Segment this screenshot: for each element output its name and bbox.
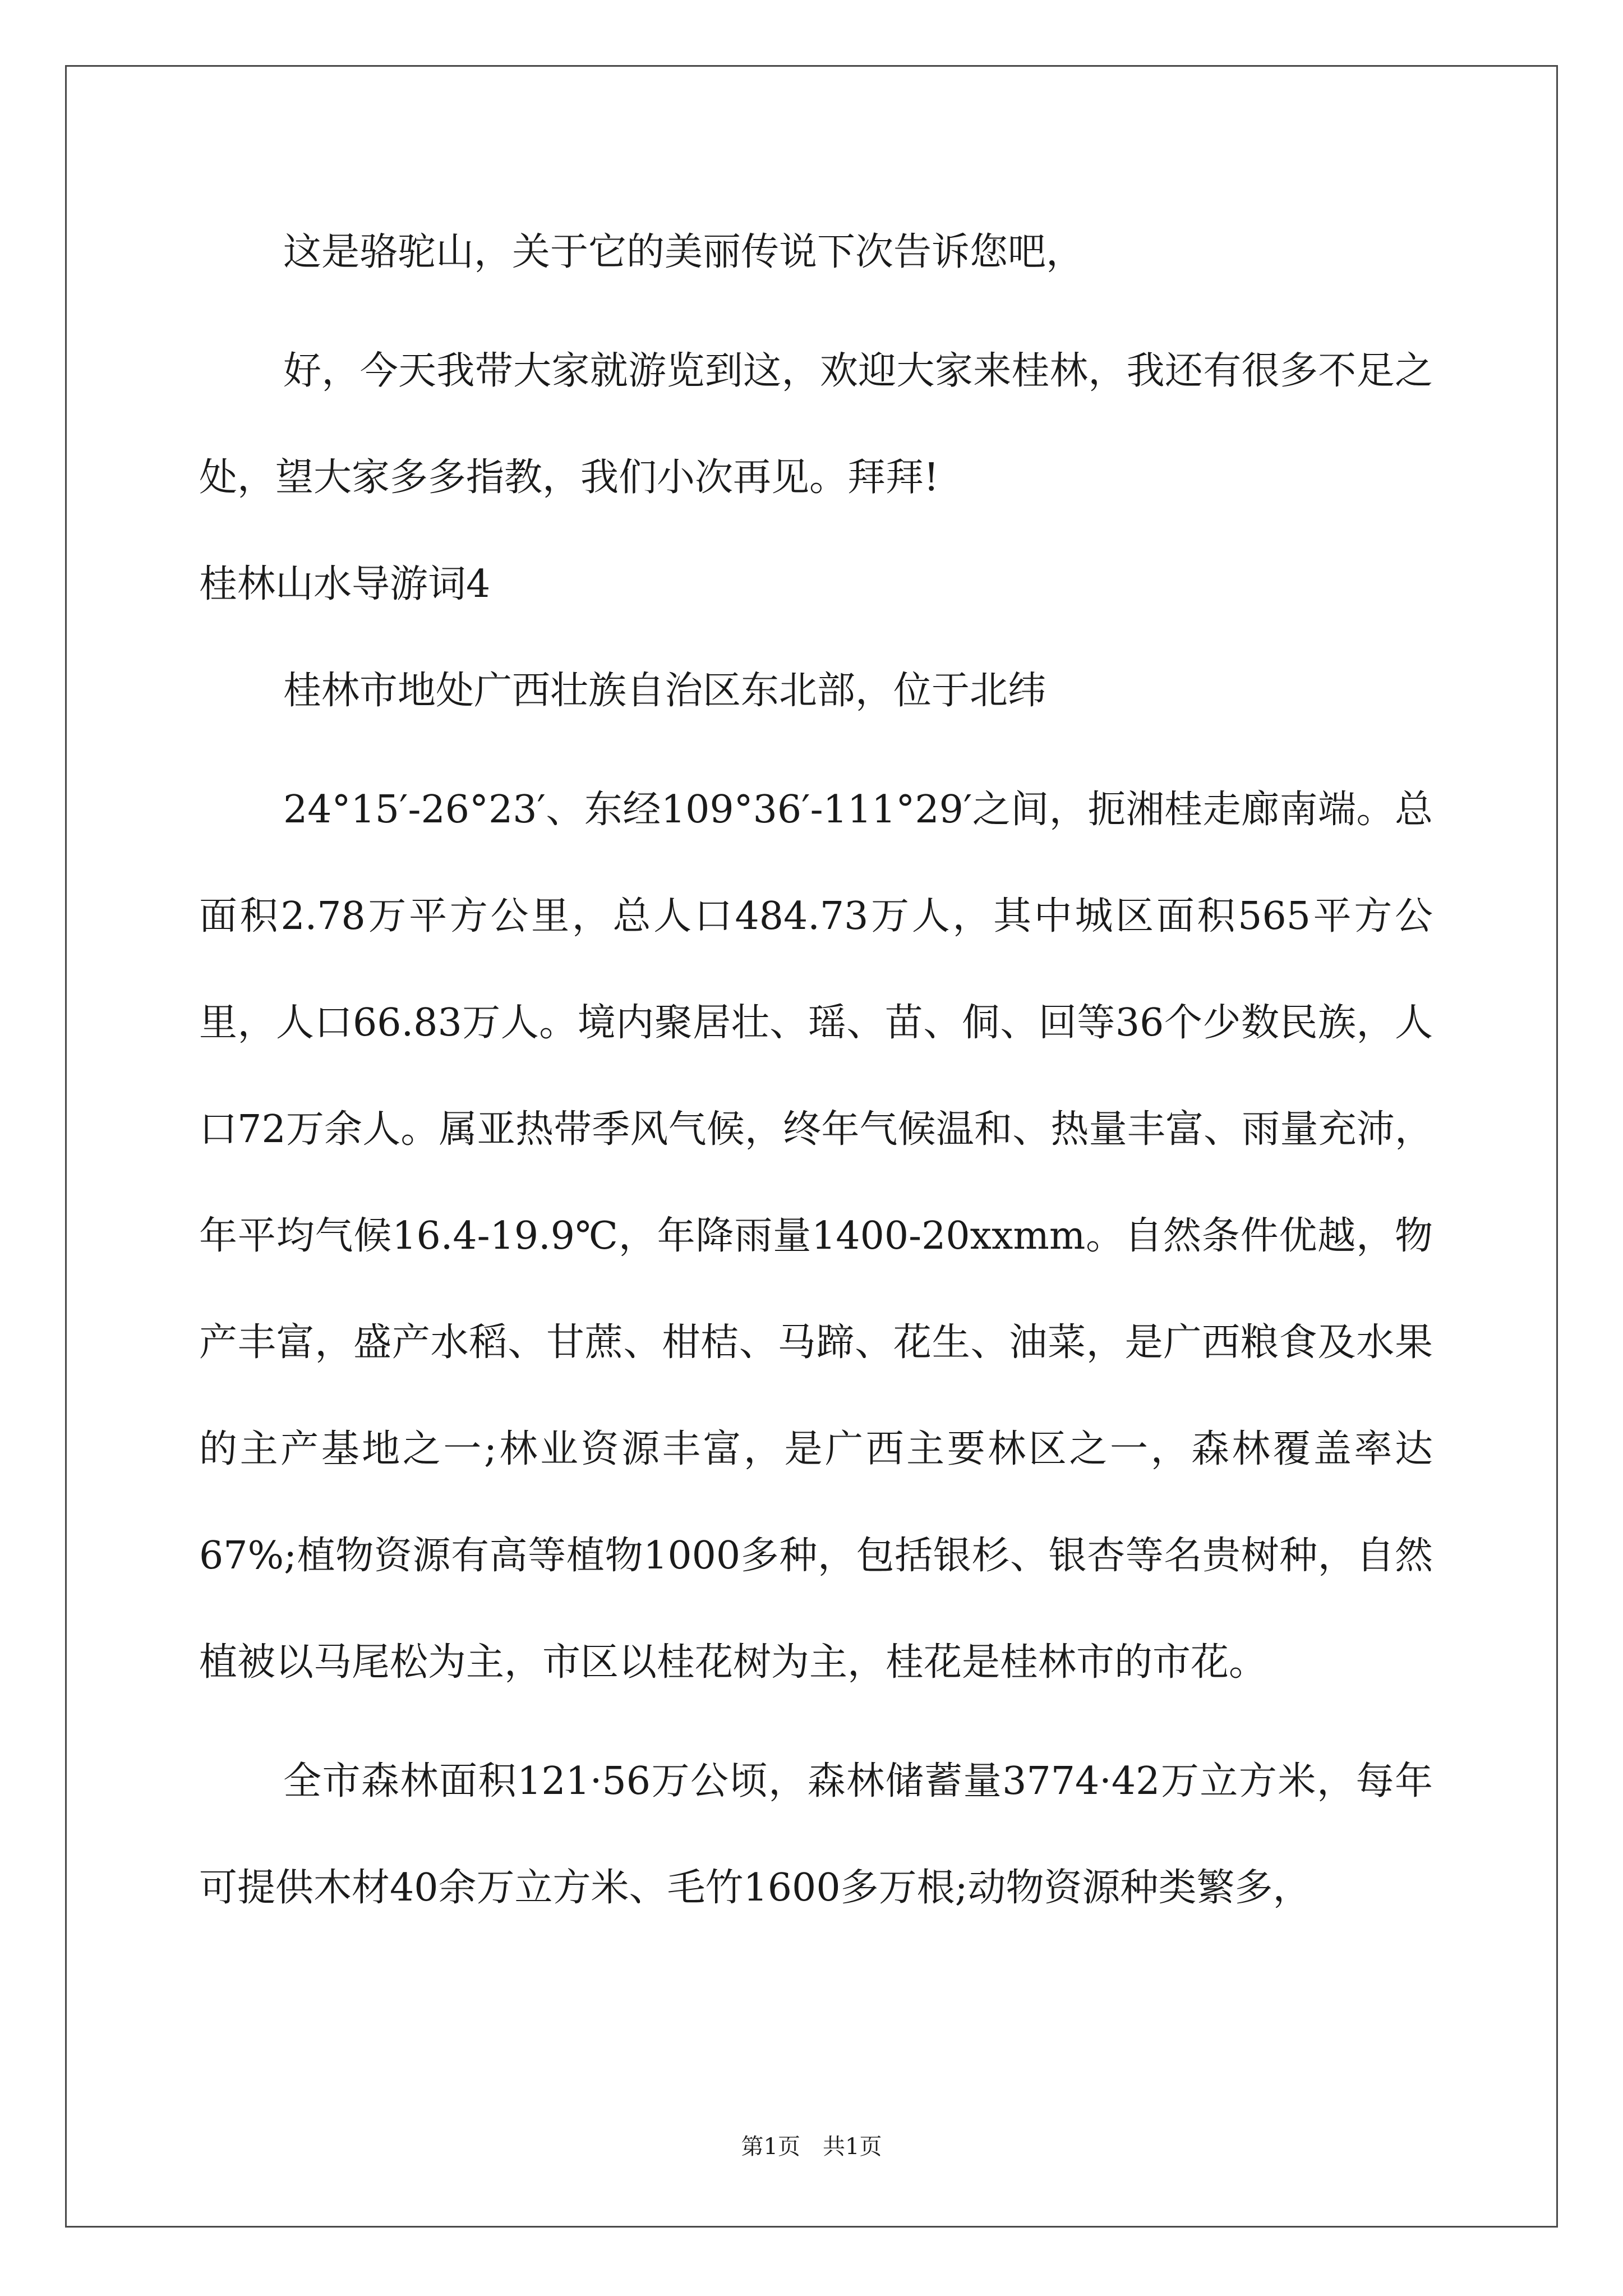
paragraph-location: 桂林市地处广西壮族自治区东北部，位于北纬: [283, 669, 1046, 713]
document-body: [199, 199, 1433, 1941]
page-footer: 第1页 共1页: [741, 2134, 882, 2160]
paragraph-camel-hill: 这是骆驼山，关于它的美丽传说下次告诉您吧，: [283, 230, 1085, 274]
paragraph-forest: 全市森林面积121·56万公顷，森林储蓄量3774·42万立方米，每年可提供木材40余万立方米、毛竹1600多万根;动物资源种类繁多，: [199, 1759, 1433, 1910]
paragraph-farewell: 好，今天我带大家就游览到这，欢迎大家来桂林，我还有很多不足之处，望大家多多指教，我们小次再见。拜拜!: [199, 349, 1433, 500]
paragraph-overview: 24°15′-26°23′、东经109°36′-111°29′之间，扼湘桂走廊南端。总面积2.78万平方公里，总人口484.73万人，其中城区面积565平方公里，人口66.83万人。境内聚居壮、瑶、苗、侗、回等36个少数民族，人口72万余人。属亚热带季风气候，终年气候温和、热量丰富、雨量充沛，年平均气候16.4-19.9℃，年降雨量1400-20xxmm。自然条件优越，物产丰富，盛产水稻、甘蔗、柑桔、马蹄、花生、油菜，是广西粮食及水果的主产基地之一;林业资源丰富，是广西主要林区之一，森林覆盖率达67%;植物资源有高等植物1000多种，包括银杉、银杏等名贵树种，自然植被以马尾松为主，市区以桂花树为主，桂花是桂林市的市花。: [199, 788, 1433, 1685]
section-heading: 桂林山水导游词4: [199, 562, 491, 606]
